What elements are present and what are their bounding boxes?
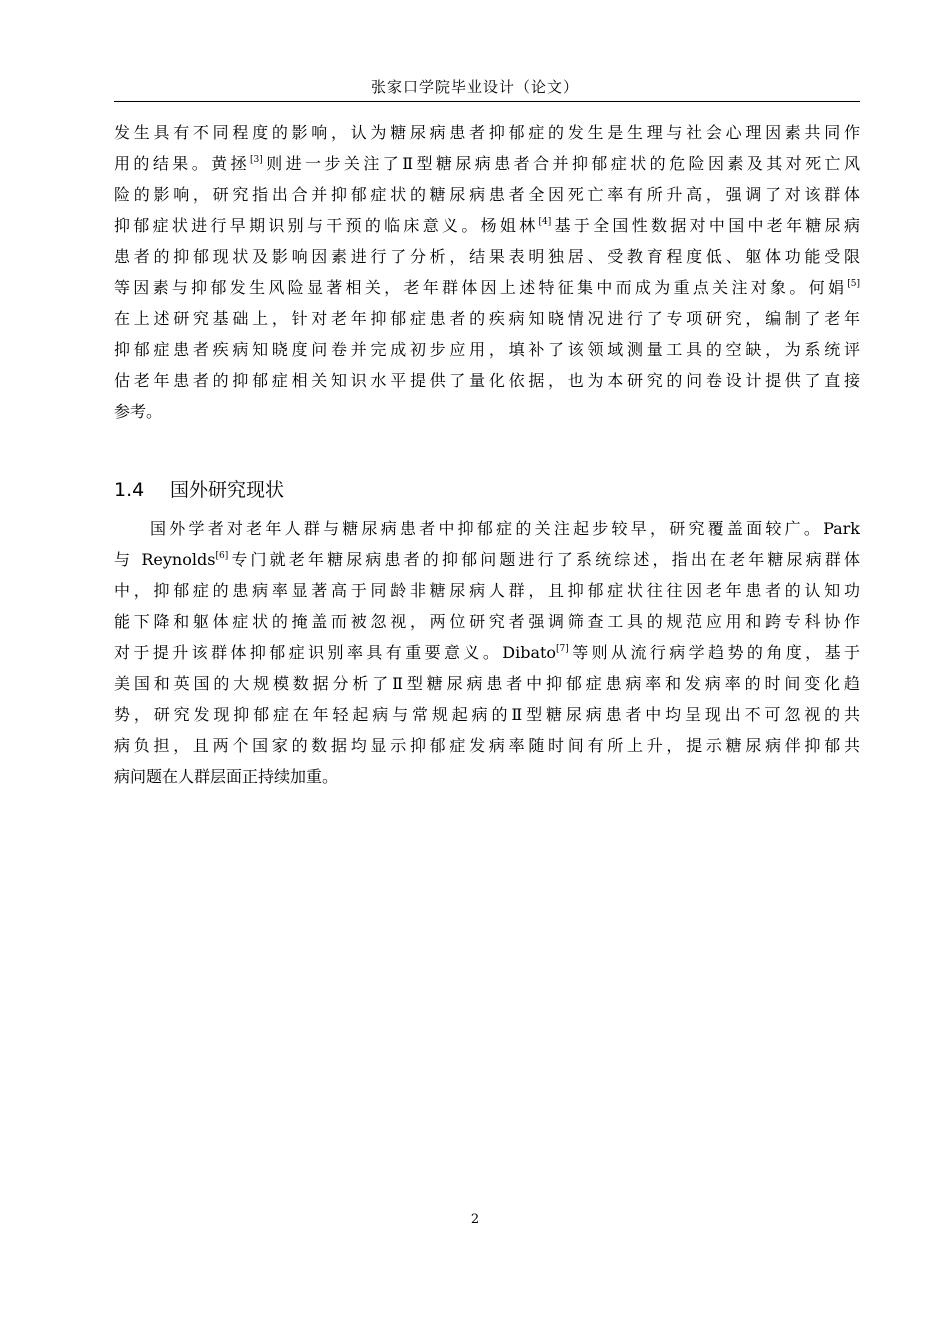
text-segment: 国外学者对老年人群与糖尿病患者中抑郁症的关注起步较早，研究覆盖面较广。Park: [150, 519, 860, 538]
text-segment: 基于全国性数据对中国中老年糖尿病: [551, 216, 860, 235]
text-line: [114, 148, 860, 179]
text-segment: 与 Reynolds: [114, 550, 216, 569]
citation-ref: [4]: [538, 217, 552, 227]
body-paragraph-2: [114, 513, 860, 792]
citation-ref: [3]: [250, 155, 263, 165]
text-segment: 等则从流行病学趋势的角度，基于: [568, 643, 860, 662]
text-segment: 患者的抑郁现状及影响因素进行了分析，结果表明独居、受教育程度低、躯体功能受限: [114, 247, 860, 266]
text-segment: 抑郁症患者疾病知晓度问卷并完成初步应用，填补了该领域测量工具的空缺，为系统评: [114, 340, 860, 359]
text-line: [114, 303, 860, 334]
text-segment: 病负担，且两个国家的数据均显示抑郁症发病率随时间有所上升，提示糖尿病伴抑郁共: [114, 736, 860, 755]
section-heading: [114, 476, 284, 504]
citation-ref: [7]: [556, 644, 569, 654]
text-segment: 美国和英国的大规模数据分析了Ⅱ型糖尿病患者中抑郁症患病率和发病率的时间变化趋: [114, 674, 860, 693]
text-segment: 势，研究发现抑郁症在年轻起病与常规起病的Ⅱ型糖尿病患者中均呈现出不可忽视的共: [114, 705, 860, 724]
page-header-title: 张家口学院毕业设计（论文）: [370, 78, 579, 96]
body-paragraph-1: [114, 117, 860, 427]
text-segment: 专门就老年糖尿病患者的抑郁问题进行了系统综述，指出在老年糖尿病群体: [228, 550, 860, 569]
text-line: [114, 730, 860, 761]
text-segment: 险的影响，研究指出合并抑郁症状的糖尿病患者全因死亡率有所升高，强调了对该群体: [114, 185, 860, 204]
text-segment: 等因素与抑郁发生风险显著相关，老年群体因上述特征集中而成为重点关注对象。何娟: [114, 278, 848, 297]
text-line: [114, 179, 860, 210]
text-line: [114, 575, 860, 606]
text-line: [114, 699, 860, 730]
text-segment: 发生具有不同程度的影响，认为糖尿病患者抑郁症的发生是生理与社会心理因素共同作: [114, 123, 860, 142]
header-divider: [114, 101, 860, 102]
text-segment: 对于提升该群体抑郁症识别率具有重要意义。Dibato: [114, 643, 557, 662]
text-line: [114, 117, 860, 148]
text-line: [114, 365, 860, 396]
text-segment: 中，抑郁症的患病率显著高于同龄非糖尿病人群，且抑郁症状往往因老年患者的认知功: [114, 581, 860, 600]
text-line: [114, 334, 860, 365]
citation-ref: [5]: [847, 279, 860, 289]
text-line: [114, 668, 860, 699]
text-segment: 则进一步关注了Ⅱ型糖尿病患者合并抑郁症状的危险因素及其对死亡风: [262, 154, 860, 173]
page-number: 2: [470, 1212, 480, 1227]
text-line: [114, 272, 860, 303]
text-segment: 参考。: [114, 402, 163, 421]
text-segment: 能下降和躯体症状的掩盖而被忽视，两位研究者强调筛查工具的规范应用和跨专科协作: [114, 612, 860, 631]
text-segment: 在上述研究基础上，针对老年抑郁症患者的疾病知晓情况进行了专项研究，编制了老年: [114, 309, 860, 328]
text-line: [114, 241, 860, 272]
text-segment: 估老年患者的抑郁症相关知识水平提供了量化依据，也为本研究的问卷设计提供了直接: [114, 371, 860, 390]
text-segment: 抑郁症状进行早期识别与干预的临床意义。杨姐林: [114, 216, 539, 235]
citation-ref: [6]: [215, 551, 229, 561]
section-title: 国外研究现状: [170, 479, 285, 501]
text-line: [114, 761, 860, 792]
section-number: 1.4: [114, 479, 145, 501]
text-line: [114, 544, 860, 575]
text-line: [114, 513, 860, 544]
text-segment: 用的结果。黄拯: [114, 154, 251, 173]
text-segment: 病问题在人群层面正持续加重。: [114, 767, 339, 786]
text-line: [114, 637, 860, 668]
text-line: [114, 606, 860, 637]
text-line: [114, 210, 860, 241]
text-line: [114, 396, 860, 427]
